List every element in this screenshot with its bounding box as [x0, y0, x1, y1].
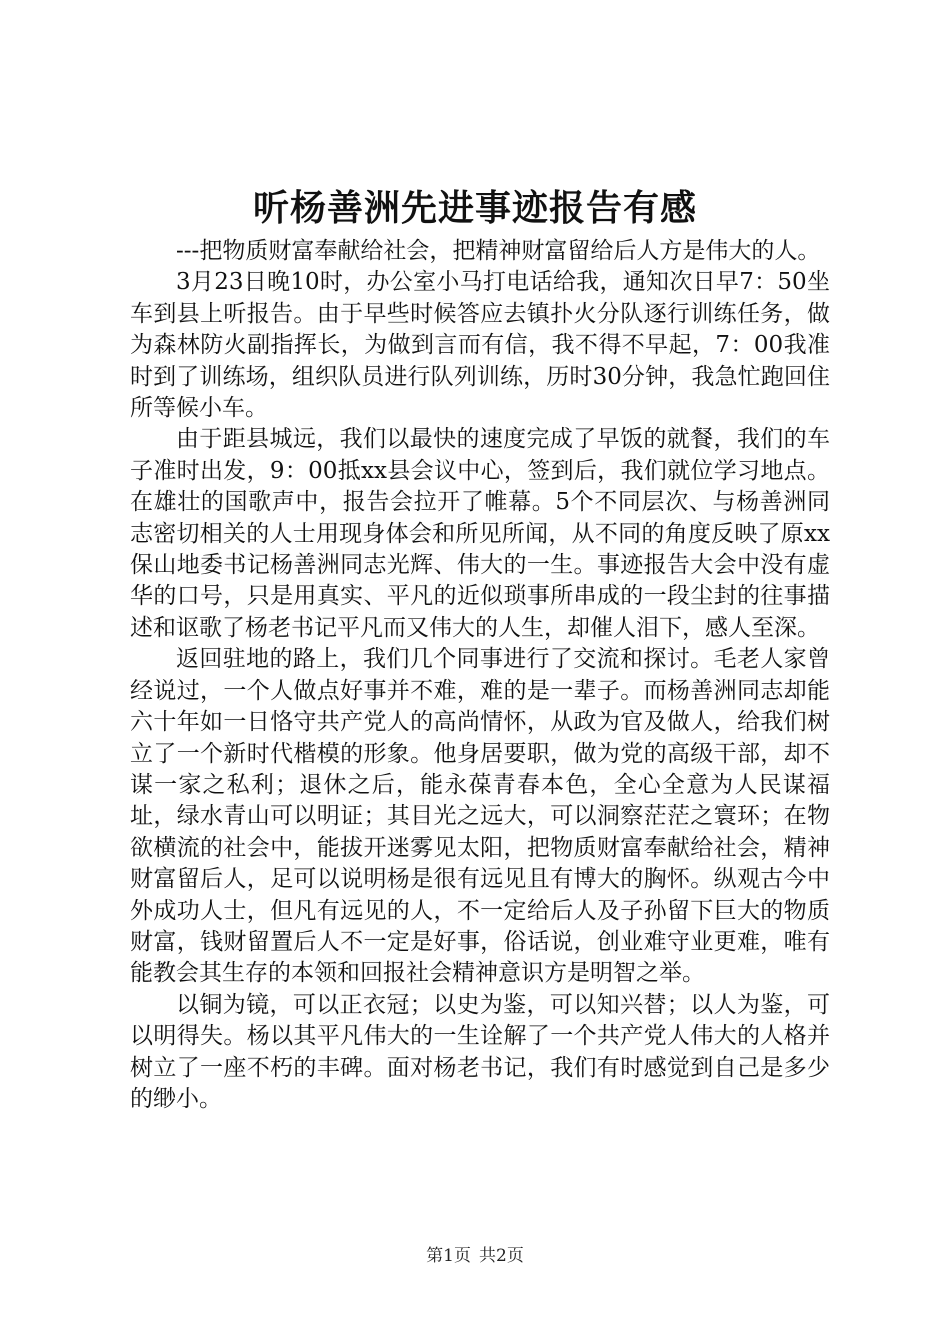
page-footer [0, 1245, 950, 1267]
document-body [130, 236, 830, 1115]
body-paragraph: 返回驻地的路上，我们几个同事进行了交流和探讨。毛老人家曾经说过，一个人做点好事并不难，难的是一辈子。而杨善洲同志却能六十年如一日恪守共产党人的高尚情怀，从政为官及做人，给我们树立了一个新时代楷模的形象。他身居要职，做为党的高级干部，却不谋一家之私利；退休之后，能永葆青春本色，全心全意为人民谋福址，绿水青山可以明证；其目光之远大，可以洞察茫茫之寰环；在物欲横流的社会中，能拔开迷雾见太阳，把物质财富奉献给社会，精神财富留后人，足可以说明杨是很有远见且有博大的胸怀。纵观古今中外成功人士，但凡有远见的人，不一定给后人及子孙留下巨大的物质财富，钱财留置后人不一定是好事，俗话说，创业难守业更难，唯有能教会其生存的本领和回报社会精神意识方是明智之举。 [130, 646, 830, 987]
body-paragraph: 以铜为镜，可以正衣冠；以史为鉴，可以知兴替；以人为鉴，可以明得失。杨以其平凡伟大的一生诠解了一个共产党人伟大的人格并树立了一座不朽的丰碑。面对杨老书记，我们有时感觉到自己是多少的缈小。 [130, 991, 830, 1112]
body-paragraph: 由于距县城远，我们以最快的速度完成了早饭的就餐，我们的车子准时出发，9：00抵xx县会议中心，签到后，我们就位学习地点。在雄壮的国歌声中，报告会拉开了帷幕。5个不同层次、与杨善洲同志密切相关的人士用现身体会和所见所闻，从不同的角度反映了原xx保山地委书记杨善洲同志光辉、伟大的一生。事迹报告大会中没有虚华的口号，只是用真实、平凡的近似琐事所串成的一段尘封的往事描述和讴歌了杨老书记平凡而又伟大的人生，却催人泪下，感人至深。 [130, 426, 830, 641]
page-number-total: 共2页 [479, 1246, 524, 1266]
body-paragraph: 3月23日晚10时，办公室小马打电话给我，通知次日早7：50坐车到县上听报告。由于早些时候答应去镇扑火分队逐行训练任务，做为森林防火副指挥长，为做到言而有信，我不得不早起，7：00我准时到了训练场，组织队员进行队列训练，历时30分钟，我急忙跑回住所等候小车。 [130, 269, 830, 422]
page-number-current: 第1页 [426, 1246, 471, 1266]
epigraph-paragraph: ---把物质财富奉献给社会，把精神财富留给后人方是伟大的人。 [176, 238, 821, 264]
document-title: 听杨善洲先进事迹报告有感 [252, 187, 697, 229]
